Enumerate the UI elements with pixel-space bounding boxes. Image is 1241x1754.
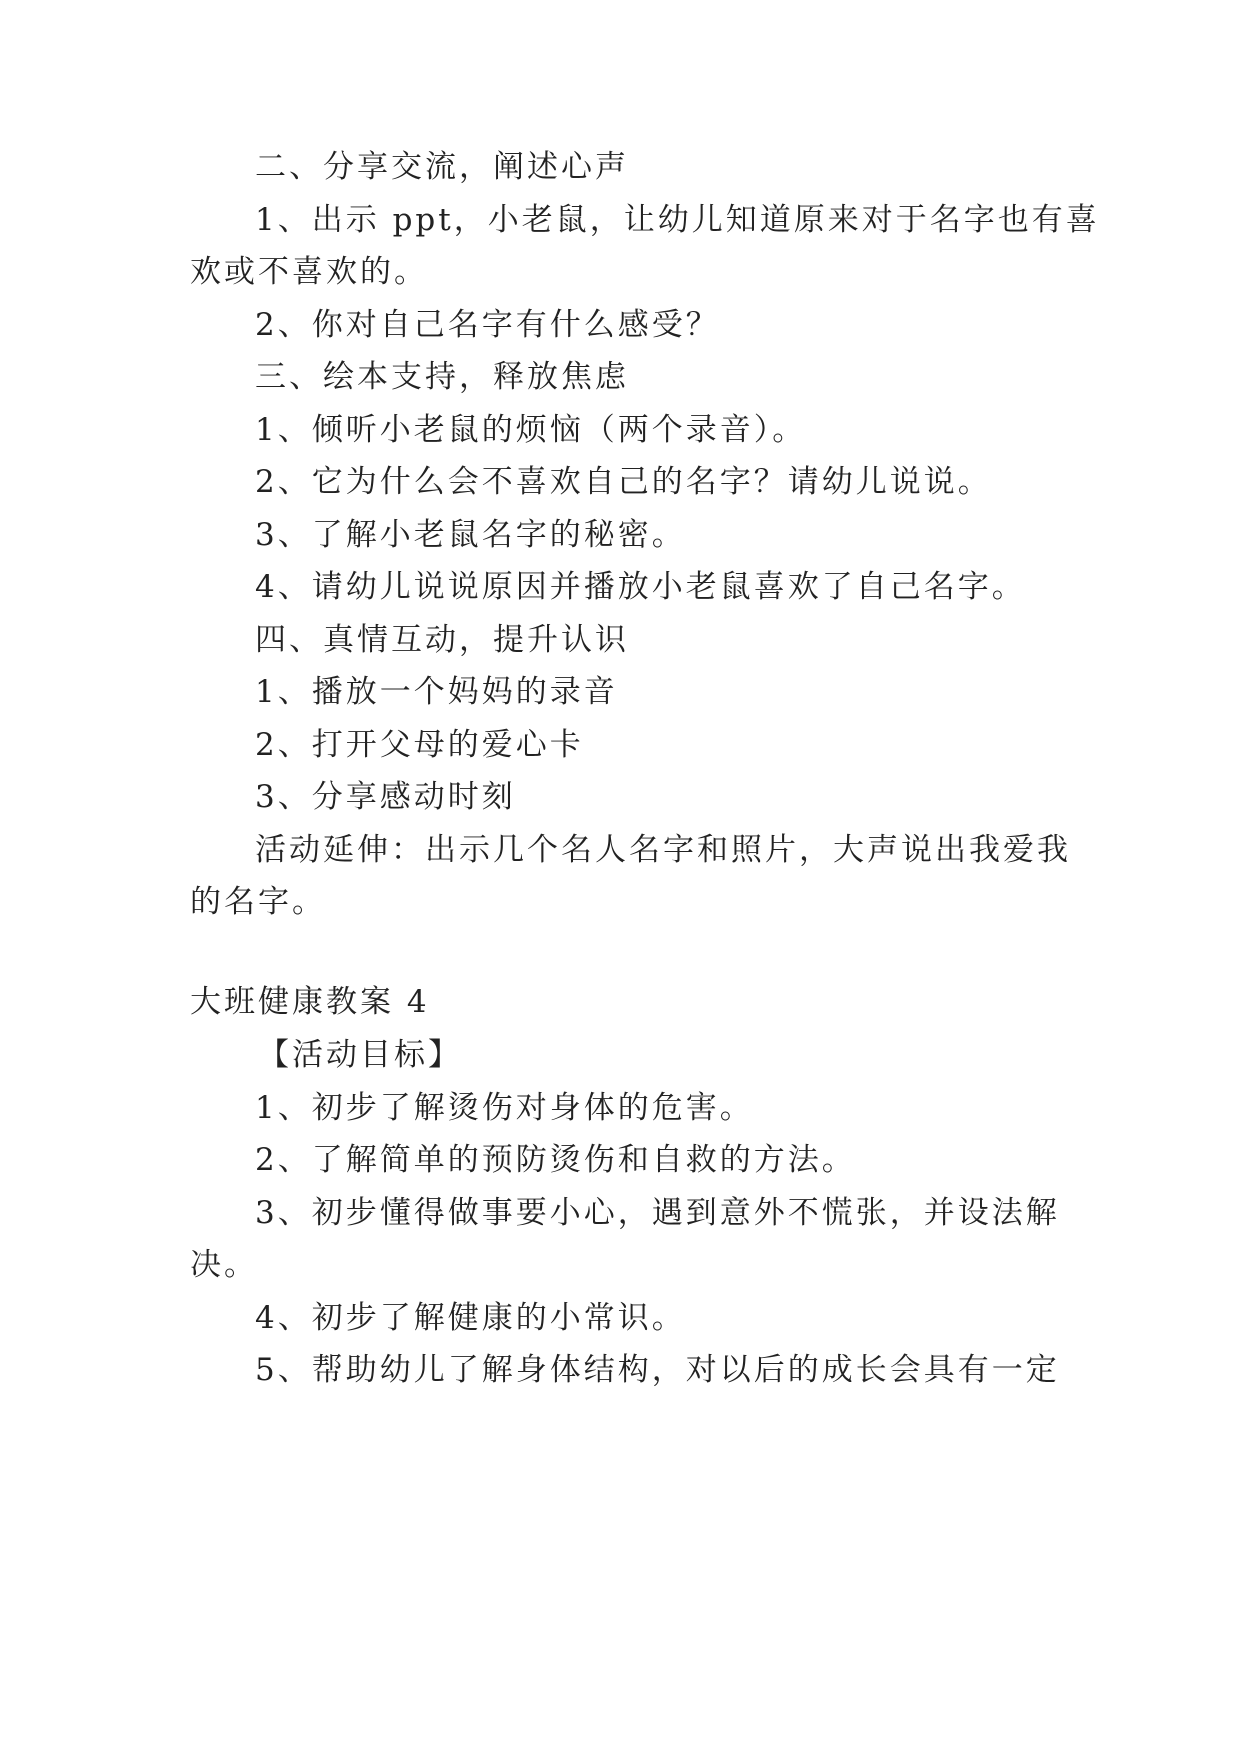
paragraph-line: 4、初步了解健康的小常识。 [255,1300,686,1336]
paragraph-line: 3、分享感动时刻 [255,779,516,815]
paragraph-line: 的名字。 [190,884,326,920]
paragraph-line: 3、初步懂得做事要小心，遇到意外不慌张，并设法解 [255,1195,1060,1231]
paragraph-line: 活动延伸：出示几个名人名字和照片，大声说出我爱我 [255,832,1071,868]
paragraph-line: 1、初步了解烫伤对身体的危害。 [255,1090,754,1126]
paragraph-line: 1、倾听小老鼠的烦恼（两个录音）。 [255,412,807,448]
paragraph-line: 5、帮助幼儿了解身体结构，对以后的成长会具有一定 [255,1352,1060,1388]
paragraph-line: 决。 [190,1247,258,1283]
paragraph-line: 3、了解小老鼠名字的秘密。 [255,517,686,553]
paragraph-line: 欢或不喜欢的。 [190,254,428,290]
paragraph-line: 1、出示 ppt，小老鼠，让幼儿知道原来对于名字也有喜 [255,202,1100,238]
paragraph-line: 2、了解简单的预防烫伤和自救的方法。 [255,1142,856,1178]
lesson-title: 大班健康教案 4 [190,984,430,1020]
goals-label: 【活动目标】 [258,1037,462,1073]
paragraph-line: 2、它为什么会不喜欢自己的名字？请幼儿说说。 [255,464,992,500]
paragraph-line: 2、你对自己名字有什么感受？ [255,307,720,343]
section-heading-picture-book: 三、绘本支持，释放焦虑 [255,359,629,395]
paragraph-line: 1、播放一个妈妈的录音 [255,674,618,710]
paragraph-line: 2、打开父母的爱心卡 [255,727,584,763]
section-heading-interaction: 四、真情互动，提升认识 [255,622,629,658]
paragraph-line: 4、请幼儿说说原因并播放小老鼠喜欢了自己名字。 [255,569,1026,605]
section-heading-sharing: 二、分享交流，阐述心声 [255,149,629,185]
